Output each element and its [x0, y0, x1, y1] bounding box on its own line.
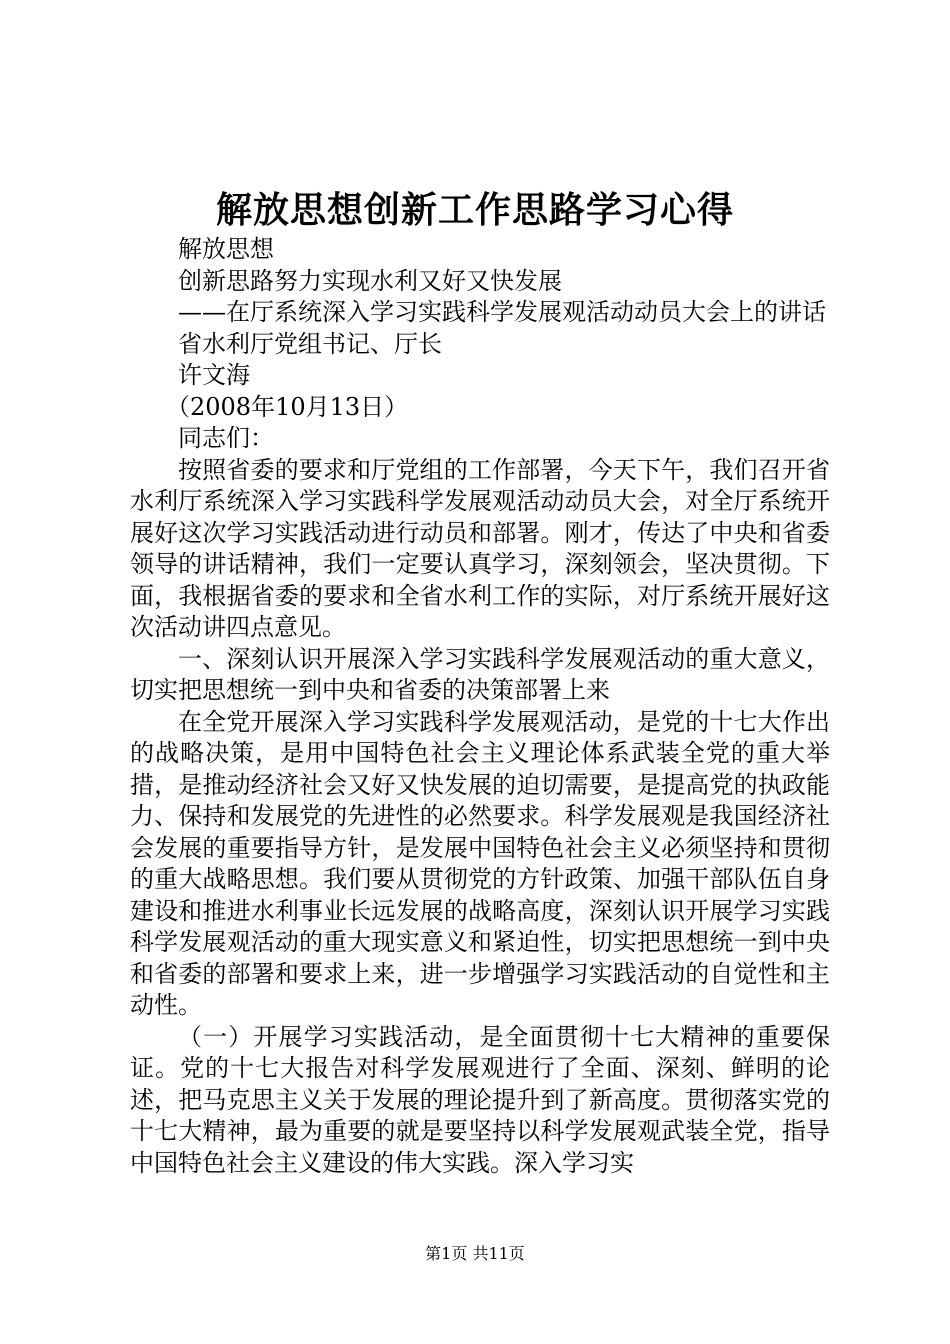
paragraph-speaker-name: 许文海: [178, 361, 250, 389]
paragraph-speaker-title: 省水利厅党组书记、厅长: [178, 329, 442, 358]
paragraph-date: （2008年10月13日）: [166, 392, 409, 421]
paragraph-section-heading: 一、深刻认识开展深入学习实践科学发展观活动的重大意义，切实把思想统一到中央和省委的决策部署上来: [130, 644, 830, 704]
paragraph-subtitle-3: ——在厅系统深入学习实践科学发展观活动动员大会上的讲话: [178, 298, 826, 326]
page-footer: 第1页 共11页: [425, 1244, 525, 1263]
document-body: [130, 234, 830, 1179]
paragraph-subtitle-1: 解放思想: [178, 235, 274, 263]
paragraph-subtitle-2: 创新思路努力实现水利又好又快发展: [178, 266, 562, 295]
paragraph-body: 按照省委的要求和厅党组的工作部署，今天下午，我们召开省水利厅系统深入学习实践科学发展观活动动员大会，对全厅系统开展好这次学习实践活动进行动员和部署。刚才，传达了中央和省委领导的讲话精神，我们一定要认真学习，深刻领会，坚决贯彻。下面，我根据省委的要求和全省水利工作的实际，对厅系统开展好这次活动讲四点意见。: [130, 455, 830, 641]
document-title: 解放思想创新工作思路学习心得: [215, 189, 734, 231]
paragraph-body: 在全党开展深入学习实践科学发展观活动，是党的十七大作出的战略决策，是用中国特色社会主义理论体系武装全党的重大举措，是推动经济社会又好又快发展的迫切需要，是提高党的执政能力、保持和发展党的先进性的必然要求。科学发展观是我国经济社会发展的重要指导方针，是发展中国特色社会主义必须坚持和贯彻的重大战略思想。我们要从贯彻党的方针政策、加强干部队伍自身建设和推进水利事业长远发展的战略高度，深刻认识开展学习实践科学发展观活动的重大现实意义和紧迫性，切实把思想统一到中央和省委的部署和要求上来，进一步增强学习实践活动的自觉性和主动性。: [130, 707, 830, 1019]
paragraph-salutation: 同志们：: [178, 424, 274, 452]
paragraph-body: （一）开展学习实践活动，是全面贯彻十七大精神的重要保证。党的十七大报告对科学发展观进行了全面、深刻、鲜明的论述，把马克思主义关于发展的理论提升到了新高度。贯彻落实党的十七大精神，最为重要的就是要坚持以科学发展观武装全党，指导中国特色社会主义建设的伟大实践。深入学习实: [130, 1022, 830, 1177]
